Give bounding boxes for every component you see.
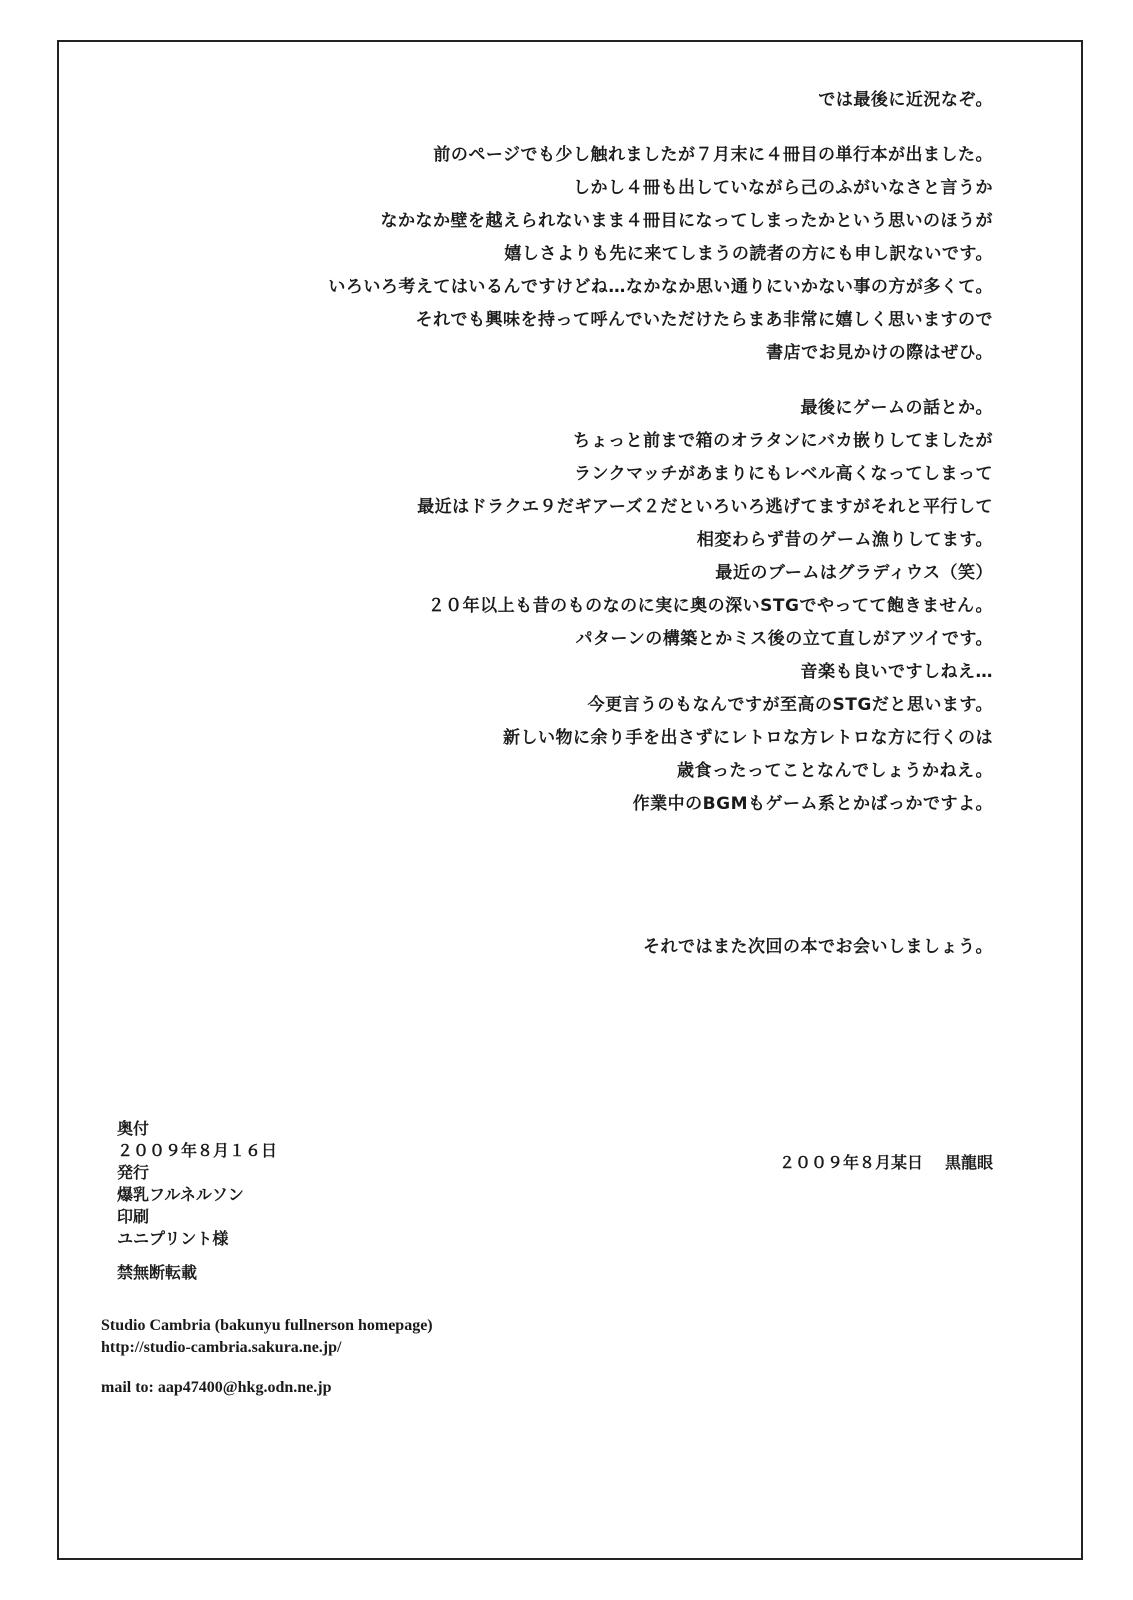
colophon-heading: 奥付 [117, 1119, 150, 1138]
paragraph1-line: それでも興味を持って呼んでいただけたらまあ非常に嬉しく思いますので [415, 310, 993, 330]
afterword-closing: それではまた次回の本でお会いしましょう。 [643, 937, 993, 957]
paragraph1-line: 嬉しさよりも先に来てしまうの読者の方にも申し訳ないです。 [504, 244, 993, 264]
afterword-text [233, 84, 993, 964]
paragraph1-line: しかし４冊も出していながら己のふがいなさと言うか [573, 178, 993, 198]
publisher-name: 爆乳フルネルソン [117, 1185, 244, 1204]
paragraph2-line: 最近のブームはグラディウス（笑） [715, 563, 993, 583]
paragraph2-line: 今更言うのもなんですが至高のSTGだと思います。 [587, 695, 993, 715]
paragraph1-line: 書店でお見かけの際はぜひ。 [766, 343, 993, 363]
afterword-intro: では最後に近況なぞ。 [818, 90, 993, 110]
paragraph2-line: 相変わらず昔のゲーム漁りしてます。 [696, 530, 993, 550]
copyright-notice: 禁無断転載 [117, 1263, 198, 1282]
site-name: Studio Cambria (bakunyu fullnerson homepage) [101, 1317, 433, 1334]
paragraph2-line: ちょっと前まで箱のオラタンにバカ嵌りしてましたが [573, 431, 993, 451]
paragraph2-line: パターンの構築とかミス後の立て直しがアツイです。 [575, 629, 993, 649]
paragraph2-line: 新しい物に余り手を出さずにレトロな方レトロな方に行くのは [503, 728, 993, 748]
paragraph2-line: 最近はドラクエ９だギアーズ２だといろいろ逃げてますがそれと平行して [417, 497, 993, 517]
paragraph1-line: なかなか壁を越えられないまま４冊目になってしまったかという思いのほうが [380, 211, 993, 231]
mail-address: mail to: aap47400@hkg.odn.ne.jp [101, 1379, 332, 1396]
publisher-label: 発行 [117, 1163, 150, 1182]
paragraph2-line: 作業中のBGMもゲーム系とかばっかですよ。 [632, 794, 993, 814]
signature-dateline [779, 1150, 993, 1173]
contact-info [101, 1315, 433, 1399]
homepage-link[interactable]: http://studio-cambria.sakura.ne.jp/ [101, 1339, 342, 1356]
paragraph2-line: 歳食ったってことなんでしょうかねえ。 [676, 761, 993, 781]
paragraph2-line: 最後にゲームの話とか。 [800, 398, 993, 418]
paragraph2-line: 音楽も良いですしねえ… [800, 662, 993, 682]
colophon [117, 1118, 277, 1284]
paragraph1-line: いろいろ考えてはいるんですけどね…なかなか思い通りにいかない事の方が多くて。 [328, 277, 993, 297]
paragraph1-line: 前のページでも少し触れましたが７月末に４冊目の単行本が出ました。 [433, 145, 993, 165]
paragraph2-line: ２０年以上も昔のものなのに実に奥の深いSTGでやってて飽きません。 [427, 596, 993, 616]
issue-date: ２００９年８月１６日 [117, 1141, 278, 1160]
paragraph2-line: ランクマッチがあまりにもレベル高くなってしまって [574, 464, 993, 484]
printer-label: 印刷 [117, 1207, 150, 1226]
printer-name: ユニプリント様 [117, 1229, 229, 1248]
signature-author: 黒龍眼 [944, 1153, 993, 1172]
signature-date: ２００９年８月某日 [778, 1153, 923, 1172]
